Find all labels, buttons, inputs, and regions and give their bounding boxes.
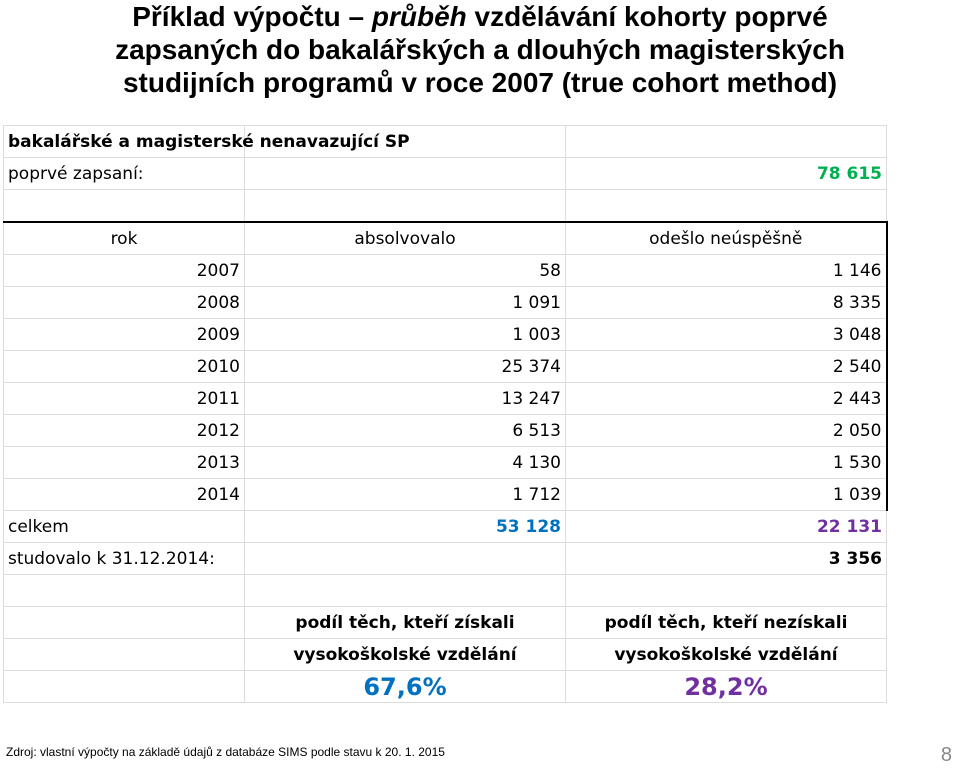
share-success-label-1: podíl těch, kteří získali: [245, 607, 566, 639]
title-prefix: Příklad výpočtu –: [132, 1, 372, 32]
dropped-cell: 8 335: [566, 287, 887, 319]
still-studying-label: studovalo k 31.12.2014:: [4, 543, 245, 575]
table-row: [4, 287, 887, 319]
column-header-graduated: absolvovalo: [245, 222, 566, 255]
dropped-cell: 3 048: [566, 319, 887, 351]
dropped-cell: 2 050: [566, 415, 887, 447]
title-line-1: [0, 0, 960, 33]
spreadsheet: [3, 125, 886, 729]
table-row: [4, 383, 887, 415]
title-suffix: vzdělávání kohorty poprvé: [466, 1, 828, 32]
year-cell: 2011: [4, 383, 245, 415]
table-row: [4, 319, 887, 351]
year-cell: 2013: [4, 447, 245, 479]
cohort-table: [3, 125, 888, 703]
column-header-year: rok: [4, 222, 245, 255]
dropped-cell: 1 146: [566, 255, 887, 287]
graduated-cell: 1 003: [245, 319, 566, 351]
table-row: [4, 479, 887, 511]
column-header-row: [4, 222, 887, 255]
total-dropped: 22 131: [566, 511, 887, 543]
total-row: [4, 511, 887, 543]
year-cell: 2012: [4, 415, 245, 447]
graduated-cell: 1 091: [245, 287, 566, 319]
column-header-dropped: odešlo neúspěšně: [566, 222, 887, 255]
share-fail-label-2: vysokoškolské vzdělání: [566, 639, 887, 671]
dropped-cell: 1 039: [566, 479, 887, 511]
graduated-cell: 4 130: [245, 447, 566, 479]
table-row: [4, 351, 887, 383]
graduated-cell: 13 247: [245, 383, 566, 415]
year-cell: 2009: [4, 319, 245, 351]
enrolled-label: poprvé zapsaní:: [4, 158, 245, 190]
graduated-cell: 1 712: [245, 479, 566, 511]
enrolled-value: 78 615: [566, 158, 887, 190]
year-cell: 2010: [4, 351, 245, 383]
still-studying-row: [4, 543, 887, 575]
dropped-cell: 2 443: [566, 383, 887, 415]
dropped-cell: 1 530: [566, 447, 887, 479]
total-graduated: 53 128: [245, 511, 566, 543]
graduated-cell: 58: [245, 255, 566, 287]
title-line-2: zapsaných do bakalářských a dlouhých magisterských: [115, 34, 845, 65]
table-row: [4, 255, 887, 287]
year-cell: 2007: [4, 255, 245, 287]
total-label: celkem: [4, 511, 245, 543]
graduated-cell: 6 513: [245, 415, 566, 447]
table-row: [4, 447, 887, 479]
title-line-3: studijních programů v roce 2007 (true cohort method): [122, 67, 838, 98]
share-success-value: 67,6%: [245, 671, 566, 703]
slide-title: [0, 0, 960, 99]
page-number: 8: [940, 744, 952, 766]
still-studying-value: 3 356: [566, 543, 887, 575]
table-row: [4, 415, 887, 447]
year-cell: 2014: [4, 479, 245, 511]
sheet-heading: bakalářské a magisterské nenavazující SP: [4, 126, 245, 158]
year-cell: 2008: [4, 287, 245, 319]
dropped-cell: 2 540: [566, 351, 887, 383]
share-success-label-2: vysokoškolské vzdělání: [245, 639, 566, 671]
share-fail-label-1: podíl těch, kteří nezískali: [566, 607, 887, 639]
title-emphasis: průběh: [371, 1, 467, 32]
graduated-cell: 25 374: [245, 351, 566, 383]
source-note: Zdroj: vlastní výpočty na základě údajů z databáze SIMS podle stavu k 20. 1. 2015: [6, 745, 445, 759]
share-fail-value: 28,2%: [566, 671, 887, 703]
